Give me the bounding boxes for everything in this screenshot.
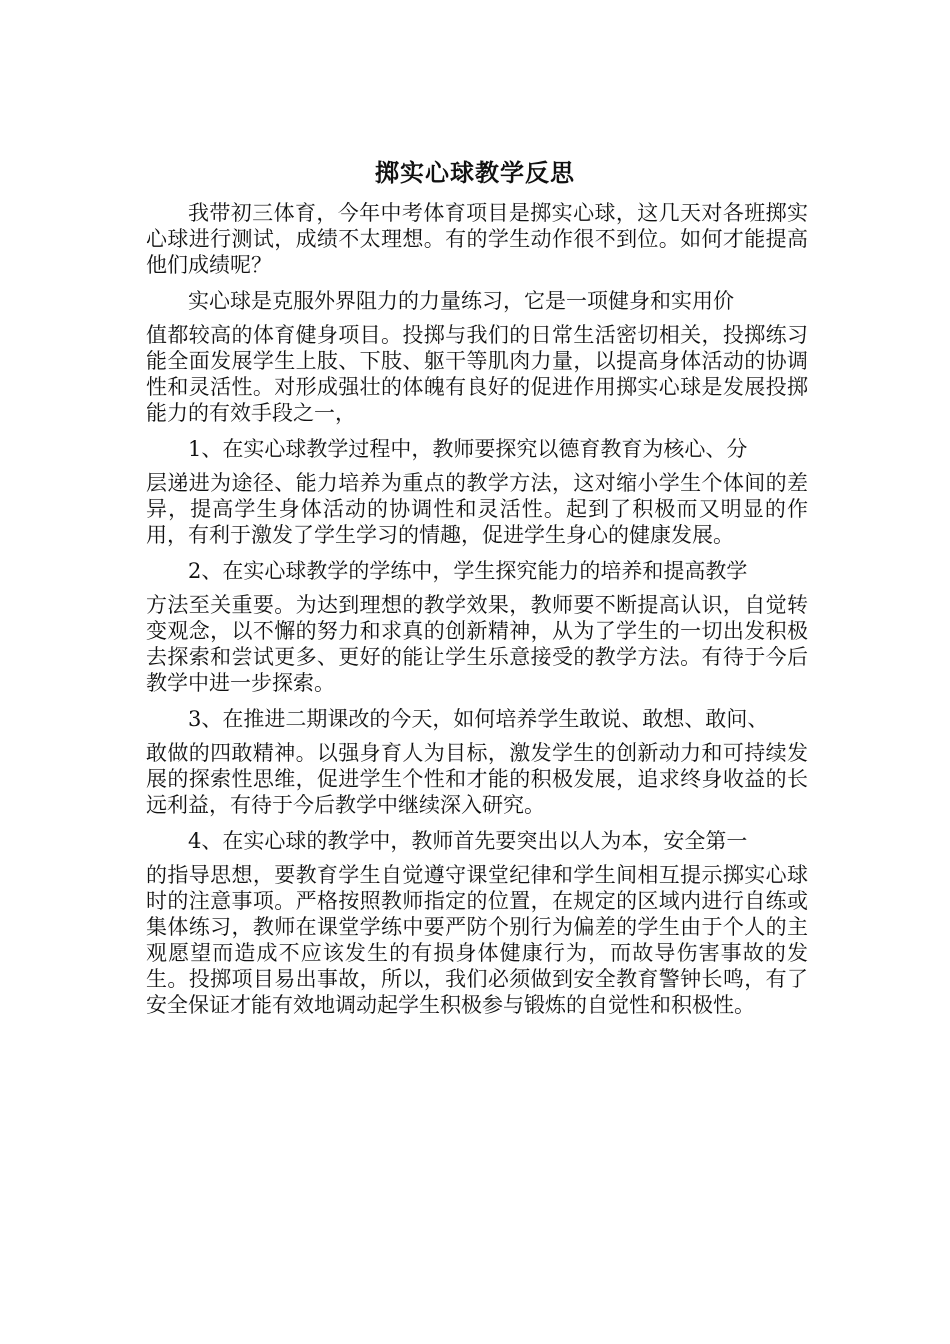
paragraph-text: 层递进为途径、能力培养为重点的教学方法，这对缩小学生个体间的差异，提高学生身体活动的协调性和灵活性。起到了积极而又明显的作用，有利于激发了学生学习的情趣，促进学生身心的健康发展。 bbox=[146, 471, 808, 547]
paragraph-text: 我带初三体育，今年中考体育项目是掷实心球，这几天对各班掷实心球进行测试，成绩不太理想。有的学生动作很不到位。如何才能提高他们成绩呢？ bbox=[146, 201, 808, 277]
document-body bbox=[146, 200, 808, 1028]
paragraph-text: 敢做的四敢精神。以强身育人为目标，激发学生的创新动力和可持续发展的探索性思维，促进学生个性和才能的积极发展，追求终身收益的长远利益，有待于今后教学中继续深入研究。 bbox=[146, 741, 808, 817]
paragraph-lead: 2、在实心球教学的学练中，学生探究能力的培养和提高教学 bbox=[188, 559, 748, 583]
paragraph-intro bbox=[146, 200, 808, 278]
paragraph-lead: 3、在推进二期课改的今天，如何培养学生敢说、敢想、敢问、 bbox=[188, 707, 769, 731]
paragraph-point-1 bbox=[146, 436, 808, 548]
paragraph-text: 的指导思想，要教育学生自觉遵守课堂纪律和学生间相互提示掷实心球时的注意事项。严格按照教师指定的位置，在规定的区域内进行自练或集体练习，教师在课堂学练中要严防个别行为偏差的学生由于个人的主观愿望而造成不应该发生的有损身体健康行为，而故导伤害事故的发生。投掷项目易出事故，所以，我们必须做到安全教育警钟长鸣，有了安全保证才能有效地调动起学生积极参与锻炼的自觉性和积极性。 bbox=[146, 863, 808, 1017]
paragraph-point-4 bbox=[146, 828, 808, 1018]
paragraph-lead: 实心球是克服外界阻力的力量练习，它是一项健身和实用价 bbox=[188, 289, 734, 313]
paragraph-point-2 bbox=[146, 558, 808, 696]
paragraph-text: 方法至关重要。为达到理想的教学效果，教师要不断提高认识，自觉转变观念，以不懈的努力和求真的创新精神，从为了学生的一切出发积极去探索和尝试更多、更好的能让学生乐意接受的教学方法。有待于今后教学中进一步探索。 bbox=[146, 593, 808, 695]
paragraph-lead: 1、在实心球教学过程中，教师要探究以德育教育为核心、分 bbox=[188, 437, 748, 461]
paragraph-overview bbox=[146, 288, 808, 426]
document-title: 掷实心球教学反思 bbox=[375, 158, 575, 187]
paragraph-point-3 bbox=[146, 706, 808, 818]
paragraph-text: 值都较高的体育健身项目。投掷与我们的日常生活密切相关，投掷练习能全面发展学生上肢、下肢、躯干等肌肉力量，以提高身体活动的协调性和灵活性。对形成强壮的体魄有良好的促进作用掷实心球是发展投掷能力的有效手段之一， bbox=[146, 323, 808, 425]
paragraph-lead: 4、在实心球的教学中，教师首先要突出以人为本，安全第一 bbox=[188, 829, 748, 853]
